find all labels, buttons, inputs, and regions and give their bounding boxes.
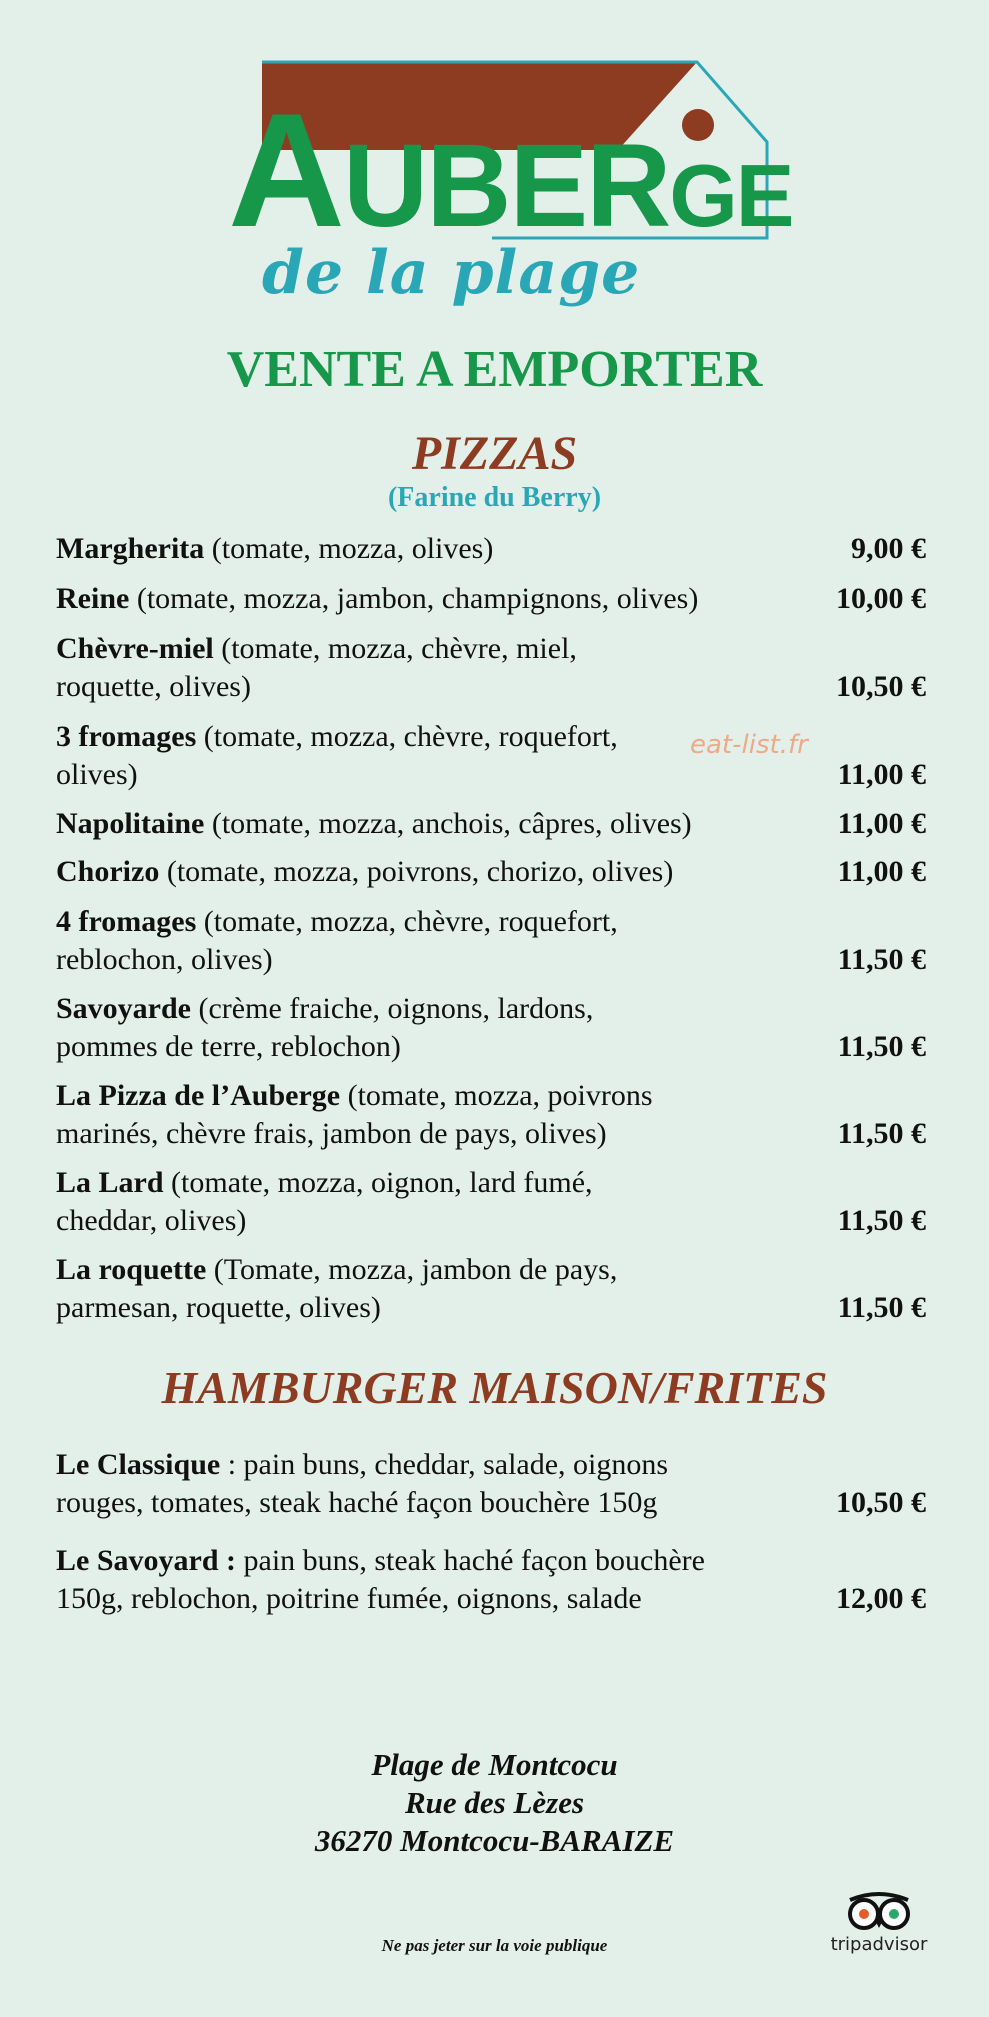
menu-item: Reine (tomate, mozza, jambon, champignons, olives) 10,00 € [56,580,926,618]
item-price: 11,50 € [837,1117,926,1150]
menu-item: 4 fromages (tomate, mozza, chèvre, roquefort, reblochon, olives) 11,50 € [56,903,926,979]
item-price: 11,50 € [837,1204,926,1237]
address-line: Plage de Montcocu [371,1747,618,1782]
item-price: 11,00 € [837,807,926,840]
restaurant-logo [222,52,793,322]
tripadvisor-logo [824,1888,934,1955]
item-price: 11,50 € [837,943,926,976]
item-price: 10,00 € [836,582,926,615]
item-price: 10,50 € [836,1486,926,1519]
item-price: 12,00 € [836,1582,926,1615]
menu-item: Napolitaine (tomate, mozza, anchois, câpres, olives) 11,00 € [56,805,926,843]
pizzas-subheading: (Farine du Berry) [387,482,602,513]
address-line: Rue des Lèzes [404,1785,585,1820]
address-line: 36270 Montcocu-BARAIZE [314,1823,675,1858]
menu-item: Savoyarde (crème fraiche, oignons, lardons, pommes de terre, reblochon) 11,50 € [56,990,926,1066]
page-title: VENTE A EMPORTER [226,341,763,398]
address-block [0,1746,989,1860]
menu-item: La Lard (tomate, mozza, oignon, lard fumé, cheddar, olives) 11,50 € [56,1164,926,1240]
item-price: 11,00 € [837,855,926,888]
pizzas-heading: PIZZAS [411,427,578,480]
logo-subtitle: de la plage [262,238,641,308]
disposal-notice: Ne pas jeter sur la voie publique [381,1936,608,1955]
owl-icon [842,1888,916,1932]
burgers-heading: HAMBURGER MAISON/FRITES [161,1362,828,1413]
logo-wordmark: AUBERGE [228,80,793,261]
menu-item: Le Classique : pain buns, cheddar, salade, oignons rouges, tomates, steak haché façon bouchère 150g 10,50 € [56,1446,926,1522]
menu-item: 3 fromages (tomate, mozza, chèvre, roquefort, olives) 11,00 € [56,718,926,794]
item-price: 11,00 € [837,758,926,791]
menu-item: Chorizo (tomate, mozza, poivrons, chorizo, olives) 11,00 € [56,853,926,891]
menu-item: Le Savoyard : pain buns, steak haché façon bouchère 150g, reblochon, poitrine fumée, oignons, salade 12,00 € [56,1542,926,1618]
item-price: 10,50 € [836,670,926,703]
item-price: 11,50 € [837,1030,926,1063]
menu-item: Margherita (tomate, mozza, olives) 9,00 € [56,530,926,568]
item-price: 11,50 € [837,1291,926,1324]
watermark: eat-list.fr [690,730,808,760]
menu-item: Chèvre-miel (tomate, mozza, chèvre, miel, roquette, olives) 10,50 € [56,630,926,706]
item-price: 9,00 € [851,532,926,565]
tripadvisor-label: tripadvisor [830,1934,928,1955]
menu-item: La roquette (Tomate, mozza, jambon de pays, parmesan, roquette, olives) 11,50 € [56,1251,926,1327]
menu-item: La Pizza de l’Auberge (tomate, mozza, poivrons marinés, chèvre frais, jambon de pays, olives) 11,50 € [56,1077,926,1153]
